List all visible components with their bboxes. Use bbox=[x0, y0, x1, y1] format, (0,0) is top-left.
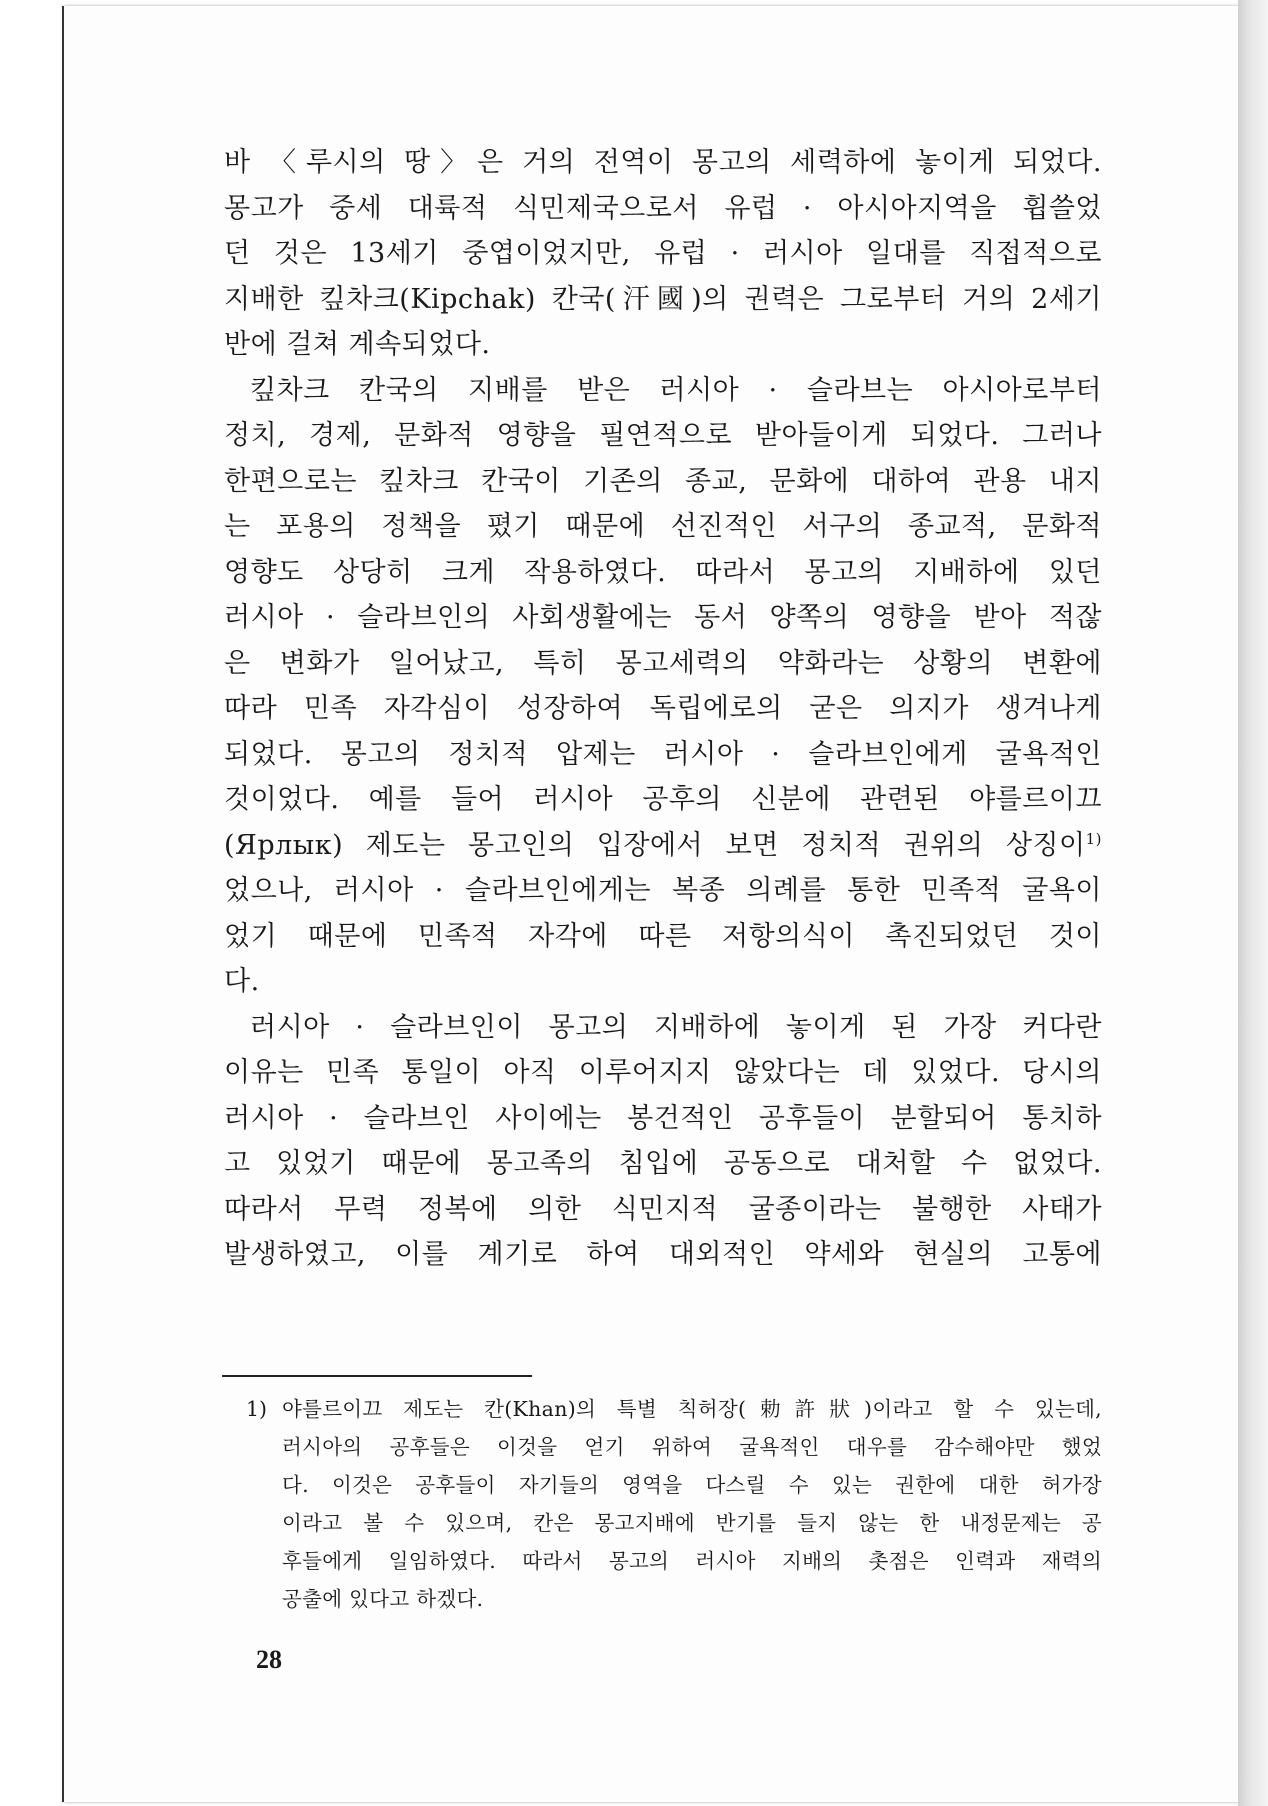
text-line: 었으나, 러시아 · 슬라브인에게는 복종 의례를 통한 민족적 굴욕이 bbox=[224, 875, 1102, 906]
text-line: 킾차크 칸국의 지배를 받은 러시아 · 슬라브는 아시아로부터 bbox=[250, 374, 1102, 406]
text-line: 던 것은 13세기 중엽이었지만, 유럽 · 러시아 일대를 직접적으로 bbox=[224, 238, 1102, 269]
text-line: 몽고가 중세 대륙적 식민제국으로서 유럽 · 아시아지역을 휩쓸었 bbox=[224, 192, 1102, 224]
text-line: 다. bbox=[224, 966, 260, 997]
page-edge-shadow bbox=[1238, 0, 1268, 1806]
body-text bbox=[224, 140, 1102, 1278]
footnote-line: 다. 이것은 공후들이 자기들의 영역을 다스릴 수 있는 권한에 대한 허가장 bbox=[282, 1473, 1102, 1497]
text-line: (Ярлык) 제도는 몽고인의 입장에서 보면 정치적 권위의 상징이 bbox=[224, 829, 1086, 861]
text-line-with-footnote bbox=[224, 823, 1102, 869]
footnote bbox=[246, 1390, 1102, 1618]
footnote-line: 러시아의 공후들은 이것을 얻기 위하여 굴욕적인 대우를 감수해야만 했었 bbox=[282, 1435, 1102, 1459]
paragraph-3 bbox=[224, 1005, 1102, 1278]
paragraph-2 bbox=[224, 368, 1102, 1005]
page-number: 28 bbox=[256, 1645, 282, 1674]
text-line: 이유는 민족 통일이 아직 이루어지지 않았다는 데 있었다. 당시의 bbox=[224, 1057, 1102, 1088]
text-line: 고 있었기 때문에 몽고족의 침입에 공동으로 대처할 수 없었다. bbox=[224, 1148, 1102, 1179]
footnote-line: 이라고 볼 수 있으며, 칸은 몽고지배에 반기를 들지 않는 한 내정문제는 공 bbox=[282, 1511, 1102, 1535]
footnote-line: 공출에 있다고 하겠다. bbox=[282, 1587, 484, 1611]
text-line: 바 〈루시의 땅〉은 거의 전역이 몽고의 세력하에 놓이게 되었다. bbox=[224, 147, 1102, 178]
text-line: 러시아 · 슬라브인이 몽고의 지배하에 놓이게 된 가장 커다란 bbox=[250, 1011, 1102, 1043]
text-line: 었기 때문에 민족적 자각에 따른 저항의식이 촉진되었던 것이 bbox=[224, 920, 1102, 952]
text-line: 러시아 · 슬라브인의 사회생활에는 동서 양쪽의 영향을 받아 적잖 bbox=[224, 602, 1102, 633]
text-line: 발생하였고, 이를 계기로 하여 대외적인 약세와 현실의 고통에 bbox=[224, 1239, 1102, 1270]
footnote-divider bbox=[222, 1375, 532, 1377]
text-line: 은 변화가 일어났고, 특히 몽고세력의 약화라는 상황의 변환에 bbox=[224, 647, 1102, 679]
text-line: 따라서 무력 정복에 의한 식민지적 굴종이라는 불행한 사태가 bbox=[224, 1193, 1102, 1225]
text-line: 반에 걸쳐 계속되었다. bbox=[224, 329, 491, 360]
footnote-reference: 1) bbox=[1085, 829, 1102, 848]
text-line: 것이었다. 예를 들어 러시아 공후의 신분에 관련된 야를르이끄 bbox=[224, 784, 1102, 815]
text-line: 지배한 킾차크(Kipchak) 칸국(汗國)의 권력은 그로부터 거의 2세기 bbox=[224, 283, 1102, 315]
text-line: 되었다. 몽고의 정치적 압제는 러시아 · 슬라브인에게 굴욕적인 bbox=[224, 738, 1102, 770]
footnote-text bbox=[282, 1390, 1102, 1618]
footnote-line: 후들에게 일임하였다. 따라서 몽고의 러시아 지배의 촛점은 인력과 재력의 bbox=[282, 1549, 1102, 1573]
text-line: 한편으로는 킾차크 칸국이 기존의 종교, 문화에 대하여 관용 내지 bbox=[224, 465, 1102, 497]
text-line: 정치, 경제, 문화적 영향을 필연적으로 받아들이게 되었다. 그러나 bbox=[224, 420, 1102, 451]
footnote-line: 야를르이끄 제도는 칸(Khan)의 특별 칙허장(勅許狀)이라고 할 수 있는데, bbox=[282, 1397, 1102, 1421]
text-line: 영향도 상당히 크게 작용하였다. 따라서 몽고의 지배하에 있던 bbox=[224, 556, 1102, 588]
paragraph-1 bbox=[224, 140, 1102, 368]
text-line: 는 포용의 정책을 폈기 때문에 선진적인 서구의 종교적, 문화적 bbox=[224, 511, 1102, 542]
footnote-number: 1) bbox=[246, 1397, 268, 1421]
text-line: 러시아 · 슬라브인 사이에는 봉건적인 공후들이 분할되어 통치하 bbox=[224, 1102, 1102, 1134]
text-line: 따라 민족 자각심이 성장하여 독립에로의 굳은 의지가 생겨나게 bbox=[224, 693, 1102, 724]
